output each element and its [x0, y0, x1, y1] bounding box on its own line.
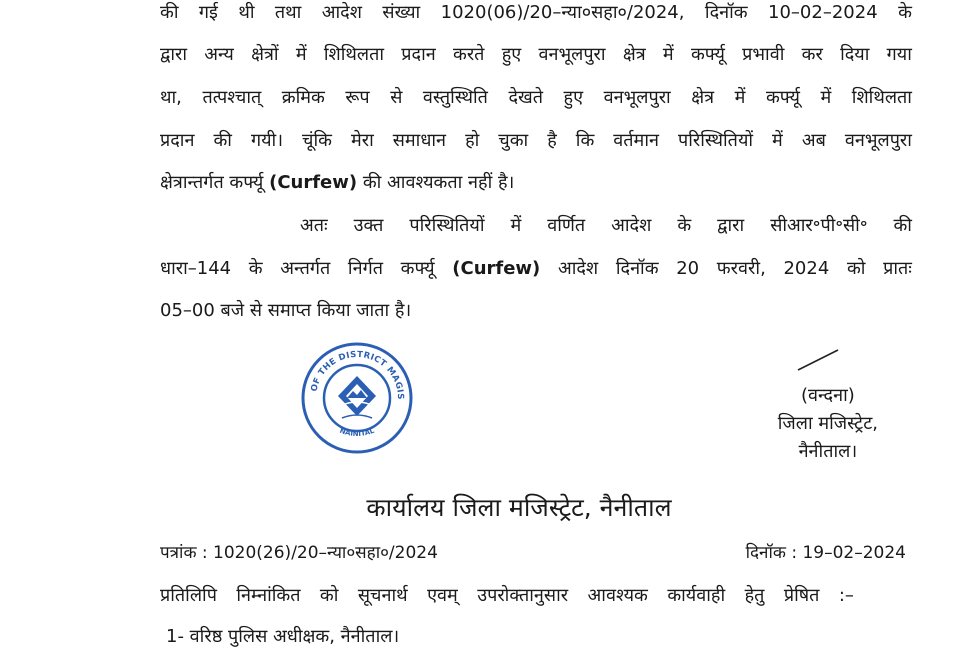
word: के [898, 2, 912, 23]
word: अन्य [204, 44, 234, 65]
word: प्रतिलिपि [160, 585, 217, 606]
word: कि [575, 130, 595, 151]
word: तथा [274, 2, 302, 23]
paragraph1-line5-bold: (Curfew) [269, 172, 358, 193]
word: देखते [508, 87, 543, 108]
word: अतः [300, 215, 328, 236]
word: में [820, 87, 832, 108]
svg-text:NAINITAL [339, 427, 376, 439]
paragraph1-line2 [160, 44, 912, 66]
word: परिस्थितियों [409, 215, 485, 236]
word: 20 [676, 258, 700, 279]
word: समाधान [392, 130, 447, 151]
word: क्रमिक [281, 87, 325, 108]
word: कार्यवाही [667, 585, 726, 606]
reference-line [160, 542, 912, 564]
seal-place: NAINITAL [338, 426, 376, 439]
word: उक्त [353, 215, 384, 236]
word: दिनॉक [704, 2, 748, 23]
word: एवम् [427, 585, 458, 606]
word: वर्णित [547, 215, 586, 236]
word: वनभूलपुरा [538, 44, 606, 65]
word: दिनॉक [615, 258, 659, 279]
word: को [846, 258, 866, 279]
patrank: पत्रांक : 1020(26)/20–न्या०सहा०/2024 [160, 543, 438, 563]
signatory-designation: जिला मजिस्ट्रेट, [777, 413, 878, 434]
word: वनभूलपुरा [603, 87, 671, 108]
word: तत्पश्चात् [202, 87, 262, 108]
dinank: दिनॉक : 19–02–2024 [745, 543, 906, 563]
word: चूंकि [302, 130, 332, 151]
word: में [295, 44, 307, 65]
word: वनभूलपुरा [844, 130, 912, 151]
word: :– [838, 585, 854, 606]
word: उपरोक्तानुसार [477, 585, 569, 606]
word: शिथिलता [851, 87, 912, 108]
word: वर्तमान [613, 130, 659, 151]
word: आदेश [611, 215, 652, 236]
word: निम्नांकित [236, 585, 301, 606]
word: था, [160, 87, 182, 108]
word: के [677, 215, 692, 236]
signature-mark [796, 348, 840, 372]
word: मेरा [350, 130, 374, 151]
paragraph1-line1 [160, 2, 912, 24]
word: में [772, 130, 783, 151]
paragraph2-line1 [300, 215, 912, 237]
word: आदेश [557, 258, 599, 279]
word: निर्गत [347, 258, 383, 279]
paragraph1-line5 [160, 172, 912, 194]
word: क्षेत्र [622, 44, 646, 65]
word: द्वारा [717, 215, 745, 236]
word: में [734, 87, 746, 108]
word: गया [886, 44, 912, 65]
word: आवश्यक [587, 585, 648, 606]
word: चुका [498, 130, 529, 151]
paragraph1-line4 [160, 130, 912, 152]
word: में [662, 44, 674, 65]
word: गयी। [250, 130, 284, 151]
word: रूप [345, 87, 370, 108]
word: सूचनार्थ [357, 585, 408, 606]
word: की [893, 215, 912, 236]
word: कर [801, 44, 823, 65]
word: परिस्थितियों [677, 130, 754, 151]
word: द्वारा [160, 44, 188, 65]
word: वस्तुस्थिति [422, 87, 488, 108]
paragraph1-line5-post: की आवश्यकता नहीं है। [357, 172, 515, 193]
word: 1020(06)/20–न्या०सहा०/2024, [440, 2, 685, 23]
word: थी [238, 2, 255, 23]
word: क्षेत्रों [251, 44, 279, 65]
word: कर्फ्यू [690, 44, 725, 65]
word: को [319, 585, 339, 606]
paragraph2-line2 [160, 258, 912, 280]
word: गई [198, 2, 218, 23]
signature-block [778, 382, 878, 466]
word: फरवरी, [716, 258, 766, 279]
word: की [160, 2, 179, 23]
p2-line2-bold: (Curfew) [452, 258, 541, 279]
seal-text: OF THE DISTRICT MAGIS [309, 349, 406, 400]
word: की [213, 130, 232, 151]
word: हुए [501, 44, 522, 65]
office-title: कार्यालय जिला मजिस्ट्रेट, नैनीताल [366, 493, 672, 522]
word: दिया [840, 44, 870, 65]
district-magistrate-seal [298, 342, 416, 454]
word: प्रातः [883, 258, 912, 279]
word: 2024 [783, 258, 830, 279]
word: कर्फ्यू [765, 87, 800, 108]
copy-line [160, 585, 854, 607]
paragraph1-line3 [160, 87, 912, 109]
word: हुए [563, 87, 584, 108]
word: प्रदान [401, 44, 436, 65]
word: से [390, 87, 403, 108]
word: में [510, 215, 522, 236]
word: आदेश [321, 2, 362, 23]
word: क्षेत्र [691, 87, 715, 108]
word: हेतु [744, 585, 765, 606]
word: सीआर॰पी॰सी॰ [770, 215, 868, 236]
word: के [248, 258, 263, 279]
signatory-place: नैनीताल। [798, 441, 858, 462]
word: कर्फ्यू [400, 258, 435, 279]
signatory-name: (वन्दना) [800, 385, 855, 406]
word: प्रदान [160, 130, 195, 151]
word: धारा–144 [160, 258, 232, 279]
word: 10–02–2024 [768, 2, 878, 23]
word: संख्या [382, 2, 421, 23]
paragraph2-line3: 05–00 बजे से समाप्त किया जाता है। [160, 300, 412, 321]
word: अब [801, 130, 826, 151]
word: शिथिलता [323, 44, 385, 65]
word: है [547, 130, 557, 151]
word: अन्तर्गत [280, 258, 331, 279]
word: करते [453, 44, 485, 65]
recipient-1: 1- वरिष्ठ पुलिस अधीक्षक, नैनीताल। [166, 626, 400, 647]
word: प्रभावी [742, 44, 785, 65]
word: हो [465, 130, 480, 151]
paragraph1-line5-pre: क्षेत्रान्तर्गत कर्फ्यू [160, 172, 270, 193]
word: प्रेषित [783, 585, 820, 606]
